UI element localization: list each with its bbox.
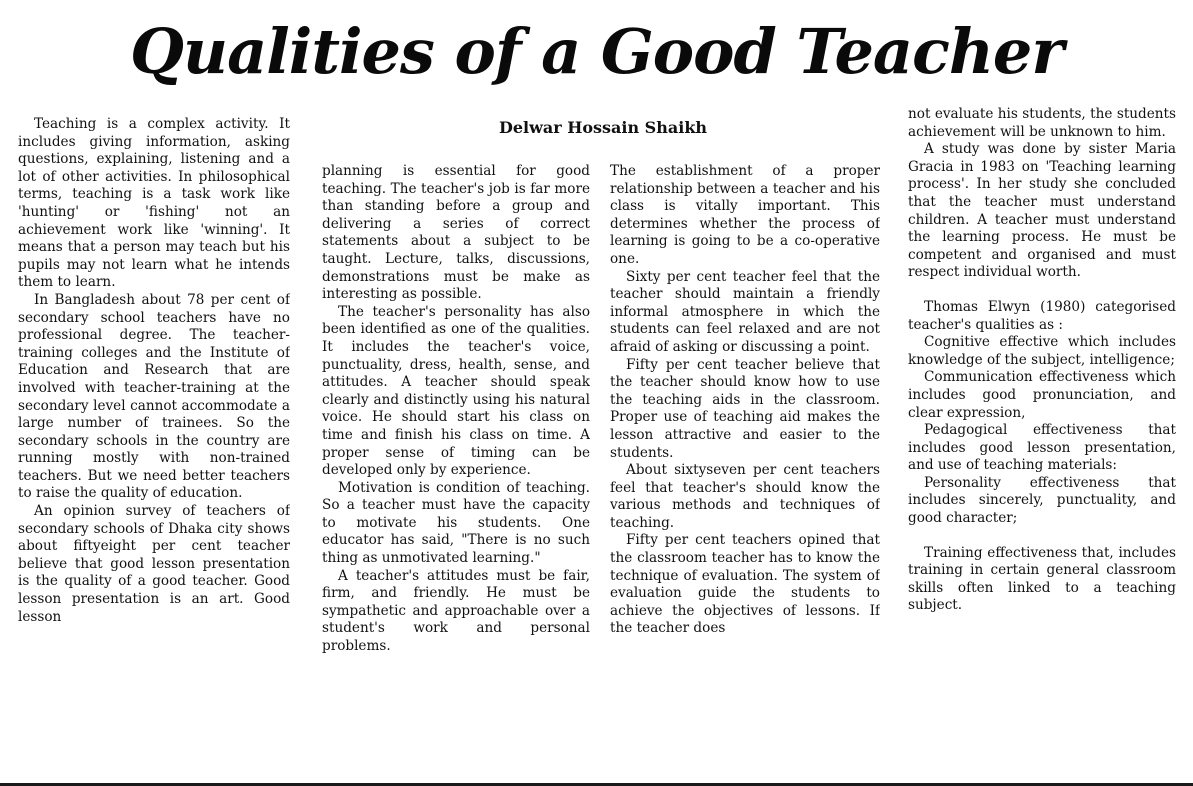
column-3-paragraph-2: Sixty per cent teacher feel that the teacher should maintain a friendly informal atmosphere in which the students can feel relaxed and are not afraid of asking or discussing a point. [610, 268, 880, 355]
article-column-4 [908, 106, 1176, 784]
column-1-paragraph-2: In Bangladesh about 78 per cent of secondary school teachers have no professional degree. The teacher-training colleges and the Institute of Education and Research that are involved with teacher-training at the secondary level cannot accommodate a large number of trainees. So the secondary schools in the country are running mostly with non-trained teachers. But we need better teachers to raise the quality of education. [18, 291, 290, 502]
column-4-paragraph-7: Personality effectiveness that includes sincerely, punctuality, and good character; [908, 474, 1176, 527]
column-2-paragraph-3: Motivation is condition of teaching. So a teacher must have the capacity to motivate his students. One educator has said, "There is no such thing as unmotivated learning." [322, 479, 590, 567]
column-4-paragraph-8: Training effectiveness that, includes training in certain general classroom skills often linked to a teaching subject. [908, 544, 1176, 614]
column-4-paragraph-4: Cognitive effective which includes knowledge of the subject, intelligence; [908, 334, 1176, 368]
article-column-3 [610, 163, 880, 784]
column-4-paragraph-3: Thomas Elwyn (1980) categorised teacher's qualities as : [908, 298, 1176, 333]
article-column-2 [322, 163, 590, 784]
column-3-paragraph-4: About sixtyseven per cent teachers feel that teacher's should know the various methods and techniques of teaching. [610, 462, 880, 531]
column-2-paragraph-4: A teacher's attitudes must be fair, firm, and friendly. He must be sympathetic and approachable over a student's work and personal problems. [322, 567, 590, 655]
column-2-paragraph-1: planning is essential for good teaching. The teacher's job is far more than standing before a group and delivering a series of correct statements about a subject to be taught. Lecture, talks, discussions, demonstrations must be make as interesting as possible. [322, 163, 590, 303]
column-3-paragraph-1: The establishment of a proper relationship between a teacher and his class is vitally important. This determines whether the process of learning is going to be a co-operative one. [610, 163, 880, 267]
column-4-paragraph-2: A study was done by sister Maria Gracia in 1983 on 'Teaching learning process'. In her study she concluded that the teacher must understand children. A teacher must understand the learning process. He must be competent and organised and must respect individual worth. [908, 141, 1176, 281]
column-4-paragraph-5: Communication effectiveness which includes good pronunciation, and clear expression, [908, 369, 1176, 421]
column-1-paragraph-3: An opinion survey of teachers of secondary schools of Dhaka city shows about fiftyeight per cent teacher believe that good lesson presentation is the quality of a good teacher. Good lesson presentation is an art. Good lesson [18, 503, 290, 625]
column-3-paragraph-3: Fifty per cent teacher believe that the teacher should know how to use the teaching aids in the classroom. Proper use of teaching aid makes the lesson attractive and easier to the students. [610, 356, 880, 461]
column-1-paragraph-1: Teaching is a complex activity. It includes giving information, asking questions, explaining, listening and a lot of other activities. In philosophical terms, teaching is a task work like 'hunting' or 'fishing' not an achievement work like 'winning'. It means that a person may teach but his pupils may not learn what he intends them to learn. [18, 116, 290, 291]
column-4-paragraph-6: Pedagogical effectiveness that includes good lesson presentation, and use of teaching materials: [908, 422, 1176, 474]
column-4-paragraph-1: not evaluate his students, the students achievement will be unknown to him. [908, 106, 1176, 140]
article-byline: Delwar Hossain Shaikh [498, 118, 708, 137]
column-2-paragraph-2: The teacher's personality has also been identified as one of the qualities. It includes the teacher's voice, punctuality, dress, health, sense, and attitudes. A teacher should speak clearly and distinctly using his natural voice. He should start his class on time and finish his class on time. A proper sense of timing can be developed only by experience. [322, 303, 590, 479]
article-column-1 [18, 116, 290, 784]
article-headline: Qualities of a Good Teacher [129, 15, 1064, 88]
column-3-paragraph-5: Fifty per cent teachers opined that the classroom teacher has to know the technique of evaluation. The system of evaluation guide the students to achieve the objectives of lessons. If the teacher does [610, 532, 880, 637]
